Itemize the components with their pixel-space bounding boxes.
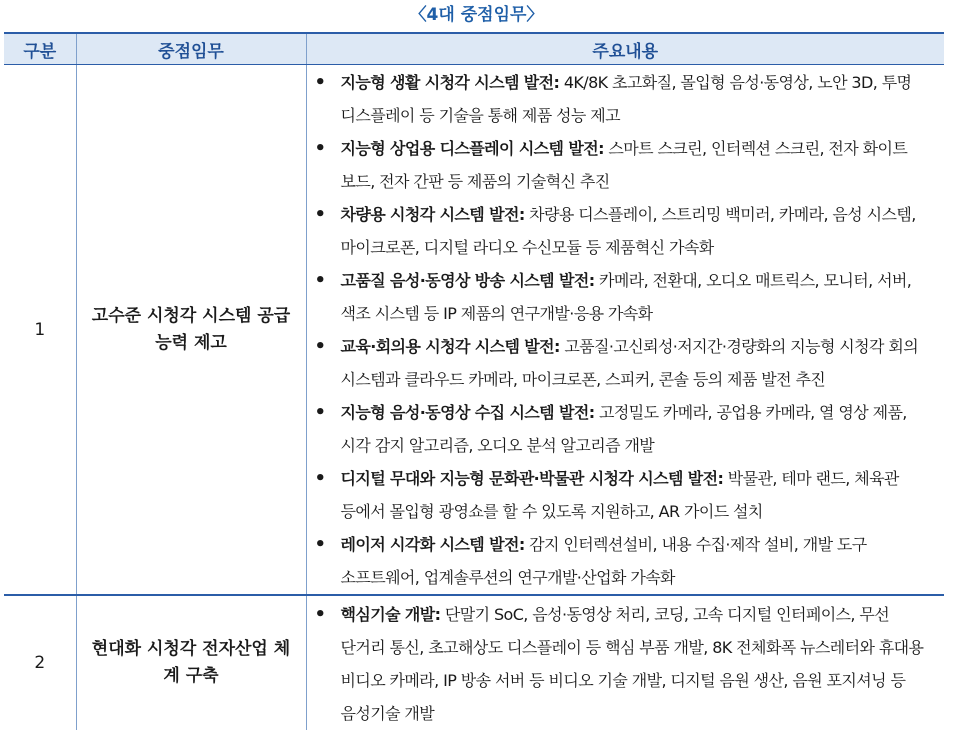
item-key: 지능형 음성·동영상 수집 시스템 발전: (340, 403, 595, 422)
table-row (4, 65, 944, 596)
item-text: 단말기 SoC, 음성·동영상 처리, 코딩, 고속 디지털 인터페이스, 무선 단거리 통신, 초고해상도 디스플레이 등 핵심 부품 개발, 8K 전체화폭 뉴스레터와 휴대용 비디오 카메라, IP 방송 서버 등 비디오 기술 개발, 디지털 음원 생산, 음원 포지셔닝 등 음성기술 개발 (340, 605, 924, 723)
item-text: 고품질·고신뢰성·저지간·경량화의 지능형 시청각 회의 시스템과 클라우드 카메라, 마이크로폰, 스피커, 콘솔 등의 제품 발전 추진 (340, 337, 919, 389)
item-text: 박물관, 테마 랜드, 체육관 등에서 몰입형 광영쇼를 할 수 있도록 지원하고, AR 가이드 설치 (340, 469, 899, 521)
row-task-text: 현대화 시청각 전자산업 체계 구축 (91, 639, 291, 686)
item-key: 차량용 시청각 시스템 발전: (340, 205, 525, 224)
key-tasks-table (4, 32, 944, 730)
list-item (341, 396, 939, 462)
list-item (341, 528, 939, 594)
list-item (341, 330, 939, 396)
list-item (341, 132, 939, 198)
row-task (76, 65, 306, 596)
item-text: 4K/8K 초고화질, 몰입형 음성·동영상, 노안 3D, 투명 디스플레이 등 기술을 통해 제품 성능 제고 (340, 73, 912, 125)
item-key: 지능형 상업용 디스플레이 시스템 발전: (340, 139, 604, 158)
row-number: 1 (4, 65, 76, 596)
header-category: 구분 (4, 33, 76, 65)
item-text: 카메라, 전환대, 오디오 매트릭스, 모니터, 서버, 색조 시스템 등 IP 제품의 연구개발·응용 가속화 (340, 271, 912, 323)
list-item (341, 66, 939, 132)
header-main-content: 주요내용 (306, 33, 944, 65)
item-key: 디지털 무대와 지능형 문화관·박물관 시청각 시스템 발전: (340, 469, 724, 488)
list-item (341, 462, 939, 528)
row-number: 2 (34, 653, 46, 673)
row-content (306, 65, 944, 596)
list-item (341, 198, 939, 264)
item-key: 레이저 시각화 시스템 발전: (340, 535, 525, 554)
item-text: 감지 인터렉션설비, 내용 수집·제작 설비, 개발 도구 소프트웨어, 업계솔루션의 연구개발·산업화 가속화 (340, 535, 867, 587)
item-text: 고정밀도 카메라, 공업용 카메라, 열 영상 제품, 시각 감지 알고리즘, 오디오 분석 알고리즘 개발 (340, 403, 907, 455)
item-key: 지능형 생활 시청각 시스템 발전: (340, 73, 560, 92)
row-task-text: 고수준 시청각 시스템 공급 능력 제고 (91, 305, 291, 353)
item-text: 스마트 스크린, 인터렉션 스크린, 전자 화이트 보드, 전자 간판 등 제품의 기술혁신 추진 (340, 139, 908, 191)
table-row (4, 595, 944, 730)
item-text: 차량용 디스플레이, 스트리밍 백미러, 카메라, 음성 시스템, 마이크로폰, 디지털 라디오 수신모듈 등 제품혁신 가속화 (340, 205, 916, 257)
list-item (341, 264, 939, 330)
header-row (4, 33, 944, 65)
row-content (306, 595, 944, 730)
header-key-task: 중점임무 (76, 33, 306, 65)
table-title: 〈4대 중점임무〉 (409, 5, 544, 25)
list-item (341, 598, 939, 730)
item-key: 고품질 음성·동영상 방송 시스템 발전: (340, 271, 595, 290)
item-key: 핵심기술 개발: (340, 605, 441, 624)
row-task (76, 595, 306, 730)
item-key: 교육·회의용 시청각 시스템 발전: (340, 337, 560, 356)
